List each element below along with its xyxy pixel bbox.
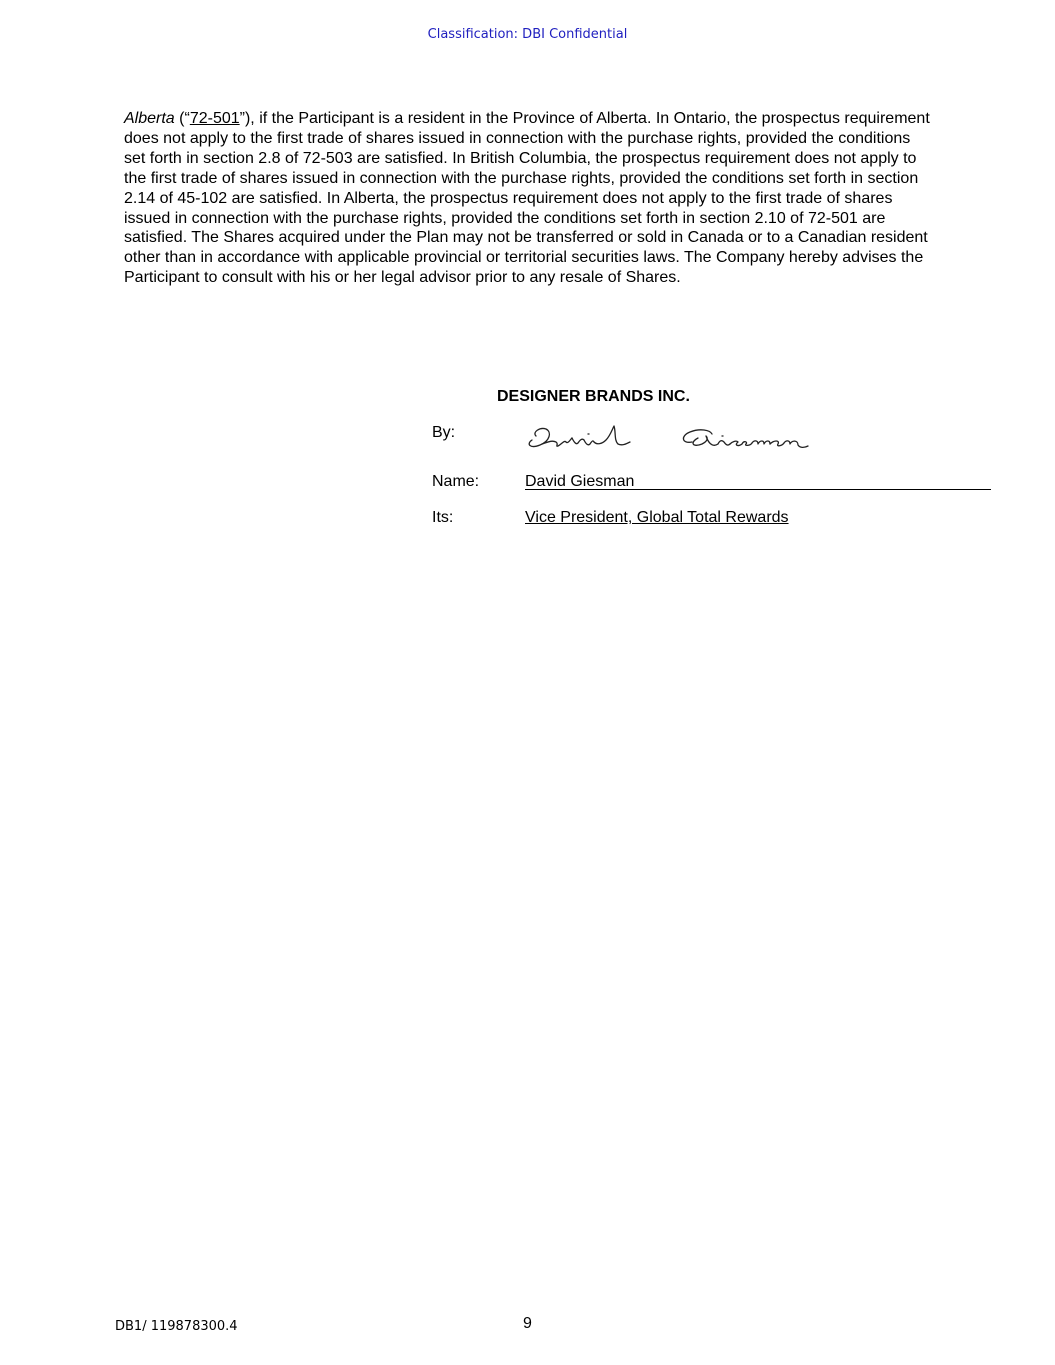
its-value: Vice President, Global Total Rewards <box>525 509 789 526</box>
alberta-text: Alberta <box>124 110 175 127</box>
classification-header: Classification: DBI Confidential <box>427 27 628 42</box>
by-label: By: <box>432 424 456 441</box>
its-label: Its: <box>432 509 454 526</box>
company-name: DESIGNER BRANDS INC. <box>497 388 690 405</box>
paragraph-rest: ”), if the Participant is a resident in the Province of Alberta. In Ontario, the prospectus requirement does not apply to the first trade of shares issued in connection with the purchase rights, provided the conditions set forth in section 2.8 of 72-503 are satisfied. In British Columbia, the prospectus requirement does not apply to the first trade of shares issued in connection with the purchase rights, provided the conditions set forth in section 2.14 of 45-102 are satisfied. In Alberta, the prospectus requirement does not apply to the first trade of shares issued in connection with the purchase rights, provided the conditions set forth in section 2.10 of 72-501 are satisfied. The Shares acquired under the Plan may not be transferred or sold in Canada or to a Canadian resident other than in accordance with applicable provincial or territorial securities laws. The Company hereby advises the Participant to consult with his or her legal advisor prior to any resale of Shares. <box>124 110 930 287</box>
signature-image <box>522 418 822 458</box>
document-id: DB1/ 119878300.4 <box>115 1319 238 1334</box>
page-number: 9 <box>523 1315 532 1332</box>
name-underline <box>525 489 991 490</box>
open-quote: (“ <box>174 110 190 127</box>
body-paragraph <box>124 109 934 288</box>
regulation-ref: 72-501 <box>189 110 240 127</box>
name-label: Name: <box>432 473 480 490</box>
name-value: David Giesman <box>525 473 635 490</box>
